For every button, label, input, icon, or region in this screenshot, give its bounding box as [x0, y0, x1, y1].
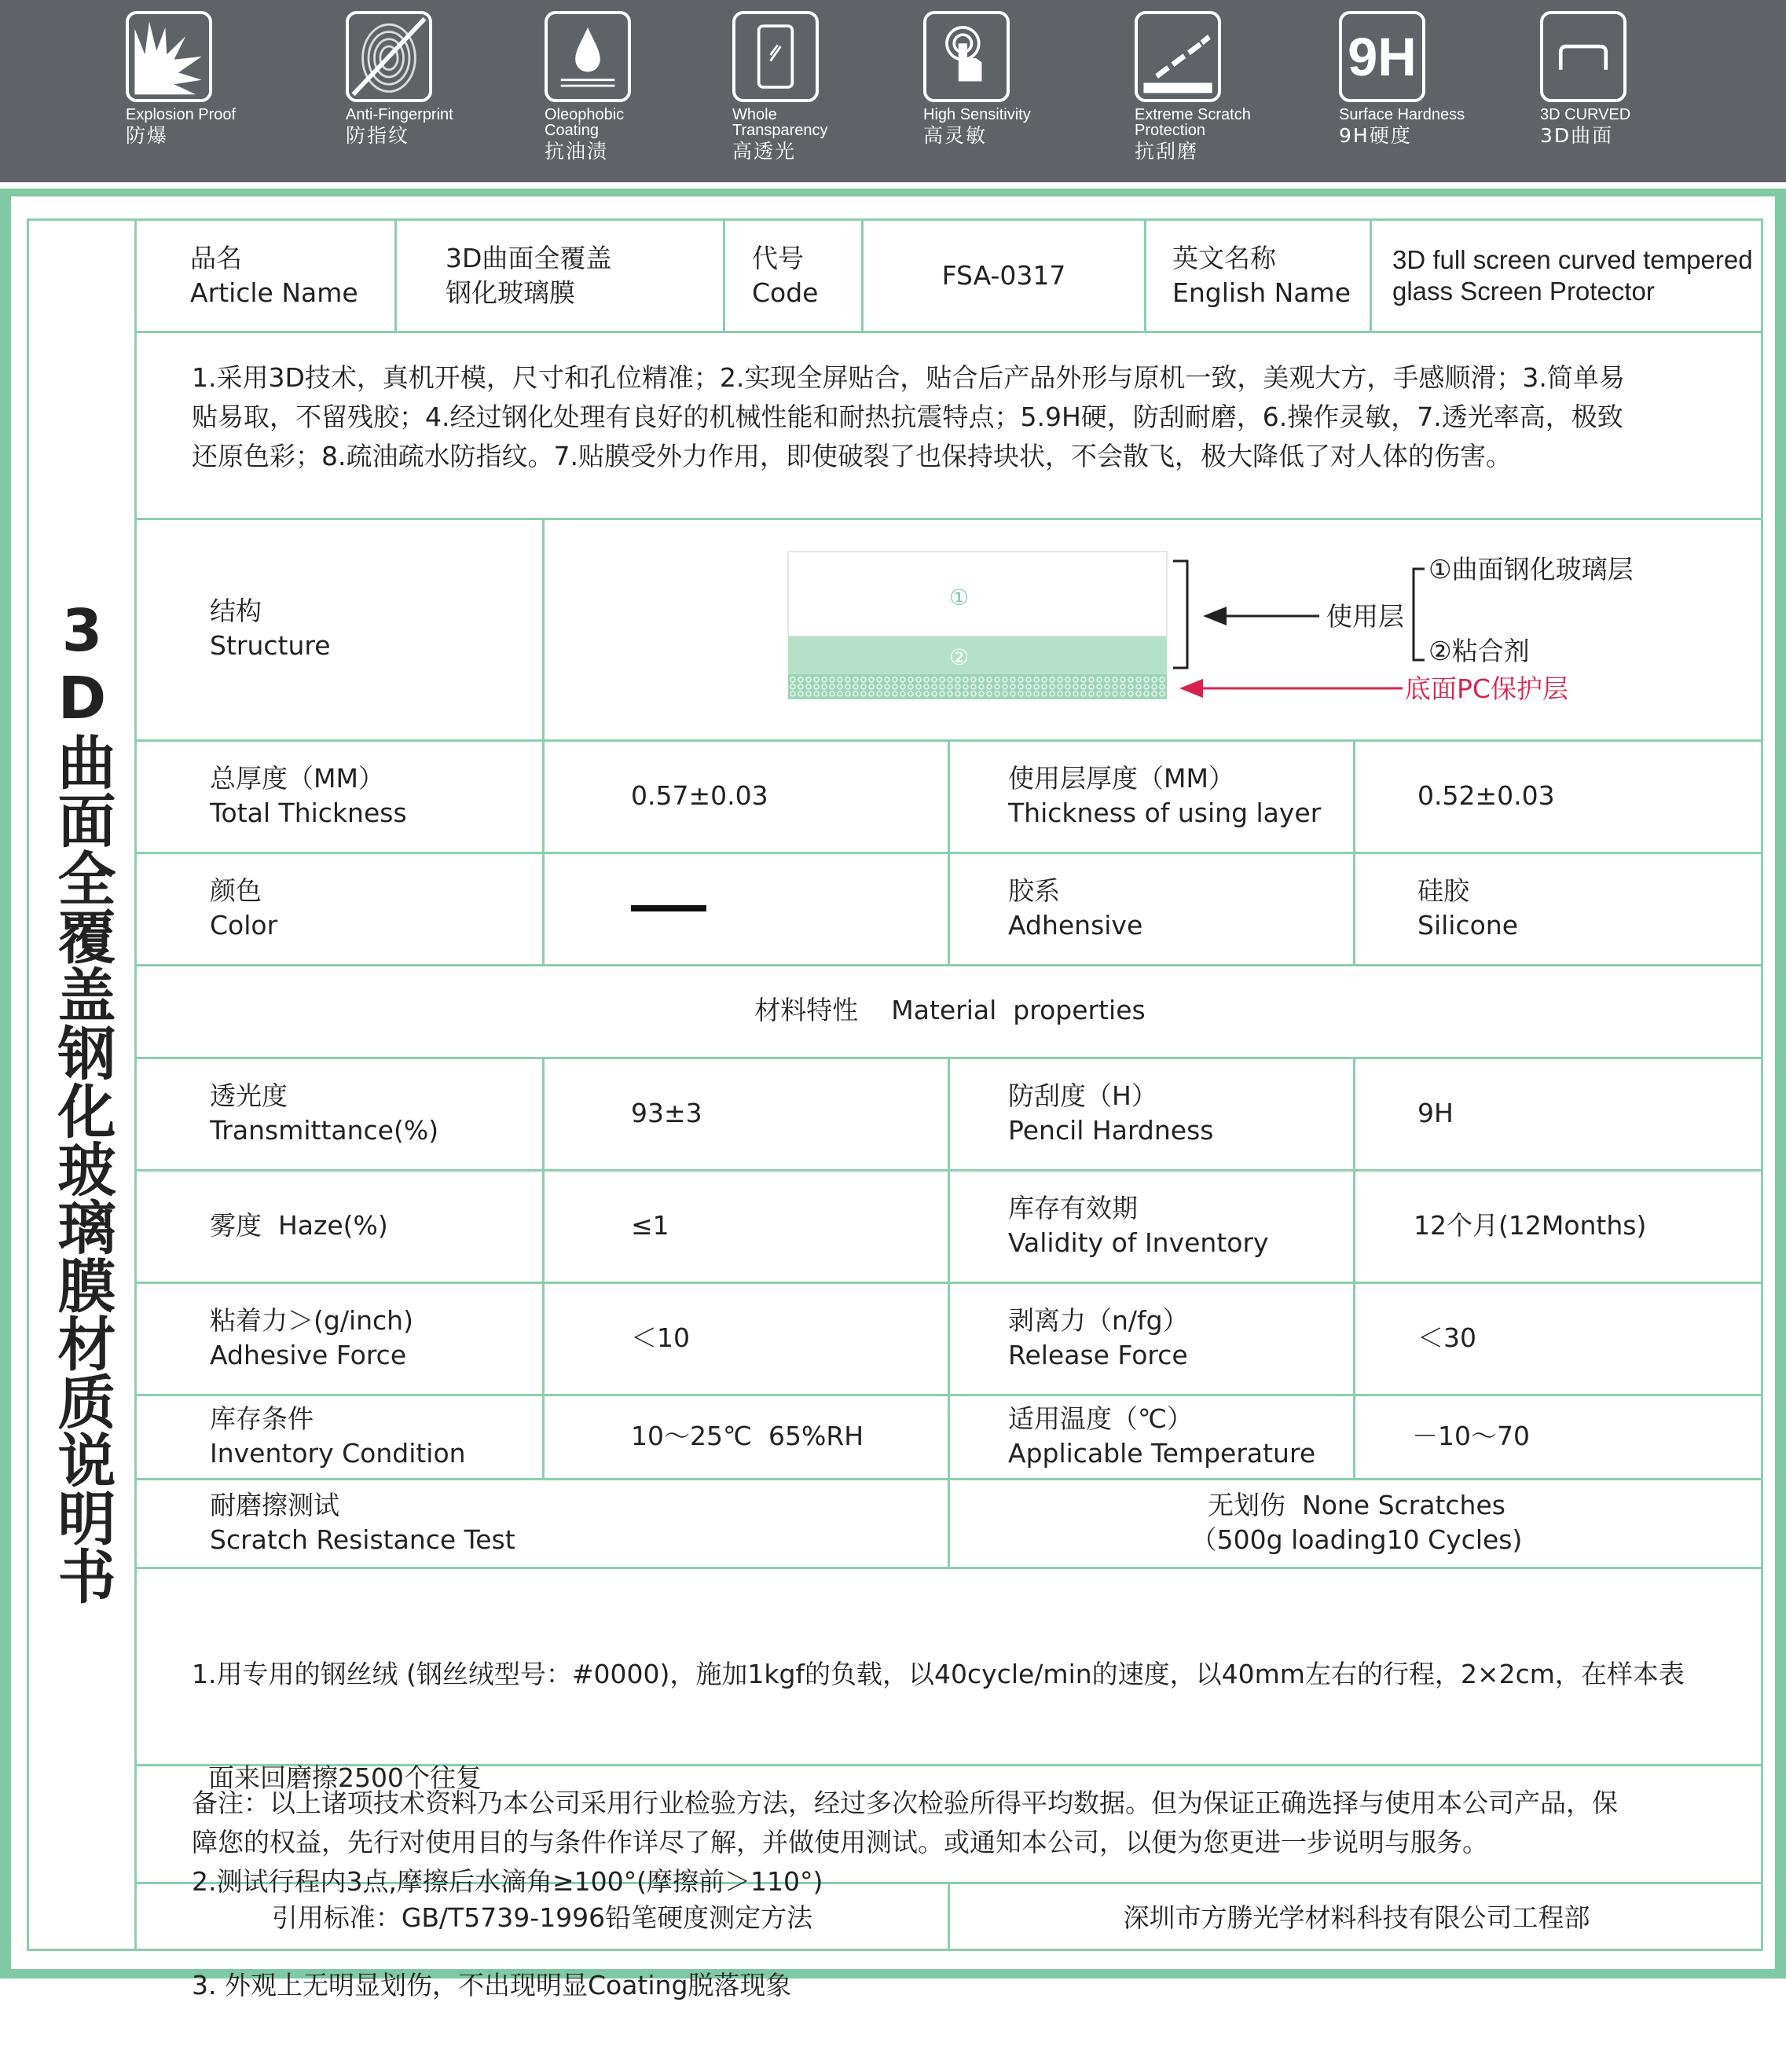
total-thickness-value: 0.57±0.03: [631, 779, 768, 811]
article-name-label: 品名 Article Name: [190, 243, 358, 308]
inventory-condition-value: 10～25℃ 65%RH: [631, 1420, 864, 1451]
structure-label: 结构 Structure: [210, 596, 331, 661]
feature-transparency: Whole Transparency 高透光: [732, 11, 921, 163]
touch-icon: [923, 11, 1010, 102]
color-label: 颜色 Color: [210, 875, 278, 941]
remark-text: 备注：以上诸项技术资料乃本公司采用行业检验方法，经过多次检验所得平均数据。但为保证正确选择与使用本公司产品，保 障您的权益，先行对使用目的与条件作详尽了解，并做使用测试。或通知本公司，以便为您更进一步说明与服务。: [192, 1788, 1618, 1857]
pencil-hardness-label: 防刮度（H） Pencil Hardness: [1008, 1080, 1214, 1146]
temperature-label: 适用温度（℃） Applicable Temperature: [1008, 1403, 1316, 1469]
adhesive-label: ②粘合剂: [1428, 636, 1530, 666]
adhesive-system-value: 硅胶 Silicone: [1417, 875, 1519, 941]
adhesive-layer: [788, 636, 1167, 674]
adhesive-force-value: ＜10: [631, 1322, 690, 1353]
feature-sensitivity: High Sensitivity 高灵敏: [923, 11, 1112, 148]
haze-label: 雾度 Haze(%): [210, 1209, 388, 1241]
pencil-hardness-value: 9H: [1417, 1097, 1454, 1128]
spec-table: [27, 218, 1763, 2000]
anti-fingerprint-icon: [346, 11, 432, 102]
code-value: FSA-0317: [941, 260, 1066, 291]
feature-3d-curved: 3D CURVED 3D曲面: [1540, 11, 1729, 148]
curved-icon: [1540, 11, 1626, 102]
feature-description: 1.采用3D技术，真机开模，尺寸和孔位精准；2.实现全屏贴合，贴合后产品外形与原机一致，美观大方，手感顺滑；3.简单易 贴易取，不留残胶；4.经过钢化处理有良好的机械性能和耐热抗震特点；5.9H硬，防刮耐磨，6.操作灵敏，7.透光率高，极致 还原色彩；8.疏油疏水防指纹。7.贴膜受外力作用，即使破裂了也保持块状，不会散飞，极大降低了对人体的伤害。: [192, 362, 1625, 471]
haze-value: ≤1: [631, 1209, 669, 1241]
feature-scratch: Extreme Scratch Protection 抗刮磨: [1135, 11, 1323, 163]
adhesive-force-label: 粘着力＞(g/inch) Adhesive Force: [210, 1304, 413, 1370]
test-method-notes: 1.用专用的钢丝绒 (钢丝绒型号：#0000)，施加1kgf的负载，以40cycle/min的速度，以40mm左右的行程，2×2cm，在样本表 面来回磨擦2500个往复 2.测试行程内3点,摩擦后水滴角≥100°(摩擦前＞110°) 3. 外观上无明显划伤，不出现明显Coating脱落现象: [192, 1659, 1685, 2000]
explosion-icon: [126, 11, 212, 102]
feature-explosion-proof: Explosion Proof 防爆: [126, 11, 314, 148]
company-name: 深圳市方勝光学材料科技有限公司工程部: [1123, 1901, 1590, 1933]
use-layer-label: 使用层: [1326, 601, 1404, 632]
validity-value: 12个月(12Months): [1414, 1209, 1647, 1241]
adhesive-system-label: 胶系 Adhensive: [1008, 875, 1143, 941]
layer-number-2: ②: [949, 644, 970, 670]
reference-standard: 引用标准：GB/T5739-1996铅笔硬度测定方法: [271, 1901, 813, 1933]
color-value: [631, 852, 945, 964]
inventory-condition-label: 库存条件 Inventory Condition: [210, 1403, 466, 1469]
temperature-value: －10～70: [1412, 1420, 1530, 1451]
feature-hardness: 9H Surface Hardness 9H硬度: [1339, 11, 1527, 148]
9h-icon: [1339, 11, 1425, 102]
scratch-test-value: 无划伤 None Scratches （500g loading10 Cycles): [1190, 1489, 1523, 1555]
spec-sheet: [11, 196, 1775, 2000]
pc-layer-label: 底面PC保护层: [1405, 673, 1568, 704]
article-name-value: 3D曲面全覆盖 钢化玻璃膜: [446, 243, 612, 308]
validity-label: 库存有效期 Validity of Inventory: [1008, 1192, 1269, 1258]
vertical-title: 3D曲面全覆盖钢化玻璃膜材质说明书: [29, 221, 137, 1949]
feature-anti-fingerprint: Anti-Fingerprint 防指纹: [346, 11, 534, 148]
material-properties-header: 材料特性 Material properties: [754, 995, 1146, 1025]
sheet-frame: [0, 189, 1786, 2000]
code-label: 代号 Code: [752, 243, 819, 308]
glass-layer: [788, 552, 1167, 636]
transmittance-value: 93±3: [631, 1097, 702, 1128]
feature-banner: [0, 0, 1786, 182]
svg-text:9H: 9H: [1348, 27, 1417, 88]
oil-drop-icon: [545, 11, 631, 102]
release-force-value: ＜30: [1417, 1322, 1476, 1353]
using-thickness-label: 使用层厚度（MM） Thickness of using layer: [1008, 762, 1322, 828]
color-swatch-black: [631, 905, 706, 911]
structure-diagram: [545, 520, 1762, 739]
english-name-label: 英文名称 English Name: [1172, 243, 1351, 308]
feature-oleophobic: Oleophobic Coating 抗油渍: [545, 11, 733, 163]
english-name-value: 3D full screen curved tempered glass Screen Protector: [1392, 245, 1753, 306]
layer-number-1: ①: [949, 585, 970, 611]
release-force-label: 剥离力（n/fg） Release Force: [1008, 1304, 1189, 1370]
using-thickness-value: 0.52±0.03: [1417, 779, 1555, 811]
scratch-test-label: 耐磨擦测试 Scratch Resistance Test: [210, 1489, 515, 1555]
transmittance-label: 透光度 Transmittance(%): [210, 1080, 439, 1146]
phone-icon: [732, 11, 819, 102]
glass-layer-label: ①曲面钢化玻璃层: [1428, 554, 1634, 585]
scratch-icon: [1135, 11, 1221, 102]
total-thickness-label: 总厚度（MM） Total Thickness: [210, 762, 407, 828]
